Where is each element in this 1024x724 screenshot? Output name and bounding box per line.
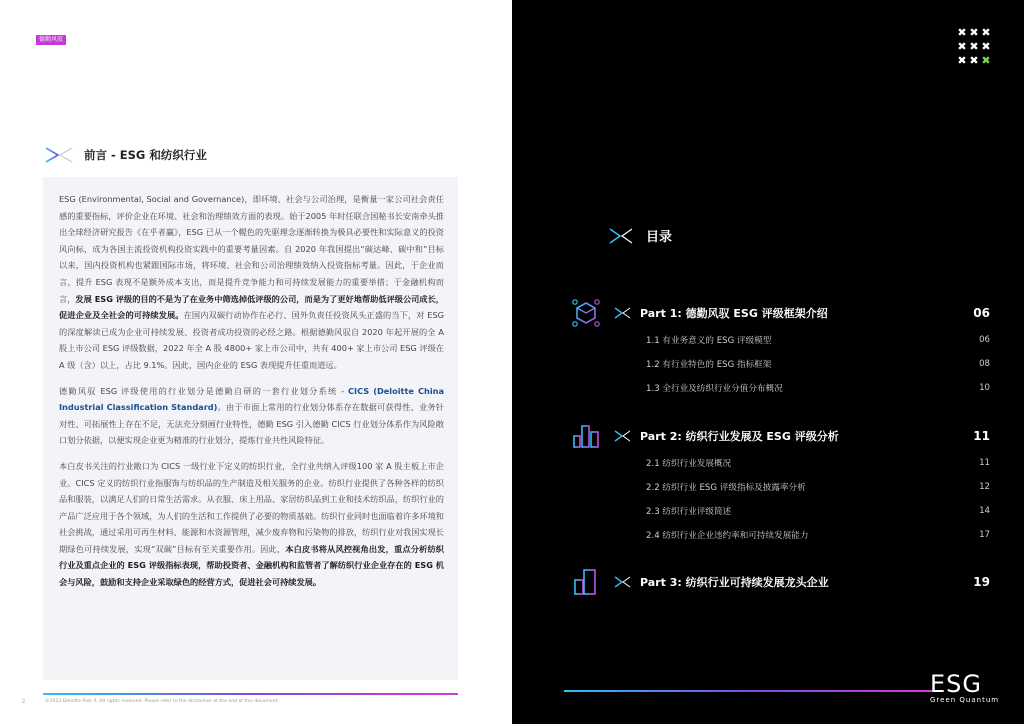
paragraph-text: 本白皮书关注的行业敞口为 CICS 一级行业下定义的纺织行业，全行业共纳入评级100 家 A 股主板上市企业。CICS 定义的纺织行业指服饰与纺织品的生产制造及相关服务的企业。纺织行业提供了各种各样的纺织品和服装，以满足人们的日常生活需求。从衣服、床上用品、家居纺织品到工业和技术纺织品，纺织行业的产品广泛应用于各个领域，为人们的生活和工作提供了必要的物质基础。纺织行业同时也面临着许多环境和社会挑战，通过采用可再生材料、能源和水资源管理，减少废弃物和污染物的排放，纺织行业对我国实现长期绿色可持续发展，实现“双碳”目标有至关重要作用。因此， (59, 460, 444, 554)
subitem-title: 2.2 纺织行业 ESG 评级指标及披露率分析 (646, 483, 806, 493)
double-chevron-icon (608, 227, 634, 245)
part-title: Part 1: 德勤风驭 ESG 评级框架介绍 (640, 307, 828, 320)
subitem-page: 11 (979, 458, 990, 468)
part-title: Part 3: 纺织行业可持续发展龙头企业 (640, 576, 829, 589)
part-title: Part 2: 纺织行业发展及 ESG 评级分析 (640, 430, 839, 443)
toc-subitem[interactable] (646, 352, 990, 376)
subitem-page: 10 (979, 383, 990, 393)
section-header (44, 145, 207, 165)
toc-subitem[interactable] (646, 328, 990, 352)
toc-part-2[interactable] (570, 421, 990, 547)
footer-divider (564, 690, 934, 692)
part-page: 06 (973, 306, 990, 320)
paragraph-text: 在国内双碳行动协作在必行、国外负责任投资风头正盛的当下，对 ESG 的深度解读已成为企业可持续发展、投资者成功投资的必经之路。根据德勤风驭自 2020 年起开展的全 A 股上市公司 ESG 评级数据，2022 年全 A 股 4800+ 家上市公司中，共有 400+ 家上市公司 ESG 评级在 A 级（含）以上，占比 9.1%。因此，国内企业的 ESG 表现提升任重而道远。 (59, 310, 444, 370)
subitem-page: 06 (979, 335, 990, 345)
subitem-page: 14 (979, 506, 990, 516)
toc-subitem[interactable] (646, 451, 990, 475)
subitem-page: 08 (979, 359, 990, 369)
x-pattern-icon: ✖ ✖ ✖ ✖ ✖ ✖ ✖ ✖ ✖ (957, 26, 991, 67)
buildings-icon (570, 567, 602, 597)
right-page (512, 0, 1024, 724)
intro-text-box (43, 177, 458, 680)
toc-header (608, 226, 672, 245)
esg-logo (930, 670, 1014, 704)
footer-divider (43, 693, 458, 695)
paragraph-text: 。由于市面上常用的行业划分体系存在数据可获得性、业务针对性、可拓展性上存在不足，无法充分刻画行业特性，德勤 ESG 引入德勤 CICS 行业划分体系作为风险敞口划分依据，以便实现企业更为精准的行业划分，提炼行业共性风险特征。 (59, 402, 444, 446)
subitem-page: 12 (979, 482, 990, 492)
logo-subtext: Green Quantum (930, 696, 1000, 704)
toc-subitem[interactable] (646, 376, 990, 400)
toc-subitem[interactable] (646, 523, 990, 547)
toc-part-1[interactable] (570, 298, 990, 400)
paragraph-bold-text: 本白皮书将从风控视角出发，重点分析纺织行业及重点企业的 ESG 评级指标表现，帮助投资者、金融机构和监管者了解纺织行业企业存在的 ESG 机会与风险，鼓励和支持企业采取绿色的经营方式，促进社会可持续发展。 (59, 543, 444, 588)
subitem-title: 1.1 有业务意义的 ESG 评级模型 (646, 336, 772, 346)
section-tag: 德勤风驭 (36, 35, 66, 45)
double-chevron-icon (44, 145, 74, 165)
toc-subitem[interactable] (646, 499, 990, 523)
network-cube-icon (570, 298, 602, 328)
toc-title: 目录 (646, 230, 673, 245)
part-page: 19 (973, 575, 990, 589)
logo-text: ESG (930, 670, 982, 698)
bar-chart-icon (570, 421, 602, 451)
page-number: 2 (22, 699, 26, 705)
paragraph-1 (59, 191, 444, 374)
paragraph-2 (59, 383, 444, 449)
subitem-page: 17 (979, 530, 990, 540)
subitem-title: 2.3 纺织行业评级简述 (646, 507, 732, 517)
paragraph-text: ESG (Environmental, Social and Governance)，即环境、社会与公司治理，是衡量一家公司社会责任感的重要指标，评价企业在环境、社会和治理绩效方面的表现。始于2005 年时任联合国秘书长安南牵头推出全球经济研究报告《在乎者赢》，ESG 已从一个幌色的先驱理念逐渐转换为极具必要性和实际意义的投资风向标，成为各国主流投资机构投资实践中的重要考量因素。自 2020 年我国提出“碳达峰、碳中和”目标以来，国内投资机构也紧跟国际市场，将环境、社会和公司治理绩效纳入投资指标考量。因此，于企业而言，提升 ESG 表现不是额外成本支出，而是提升竞争能力和可持续发展能力的重要举措；于金融机构而言， (59, 194, 444, 304)
part-page: 11 (973, 429, 990, 443)
toc-part-3[interactable] (570, 567, 990, 597)
paragraph-3 (59, 458, 444, 591)
section-title: 前言 - ESG 和纺织行业 (84, 148, 207, 162)
chevron-arrow-icon (614, 576, 631, 588)
chevron-arrow-icon (614, 430, 631, 442)
subitem-title: 1.2 有行业特色的 ESG 指标框架 (646, 360, 772, 370)
chevron-arrow-icon (614, 307, 631, 319)
subitem-title: 2.4 纺织行业企业违约率和可持续发展能力 (646, 531, 809, 541)
cics-highlight: CICS (Deloitte China Industrial Classification Standard) (59, 385, 444, 413)
toc-subitem[interactable] (646, 475, 990, 499)
copyright-footer: ©2023 Deloitte Risk X. All rights reserved. Please refer to the disclaimer at the end of this document. (45, 699, 279, 704)
paragraph-text: 德勤风驭 ESG 评级使用的行业划分是德勤自研的一套行业划分系统 - (59, 385, 349, 396)
paragraph-bold-text: 发展 ESG 评级的目的不是为了在业务中筛选掉低评级的公司，而是为了更好地帮助低评级公司成长，促进企业及全社会的可持续发展。 (59, 293, 444, 321)
subitem-title: 1.3 全行业及纺织行业分值分布概况 (646, 384, 783, 394)
subitem-title: 2.1 纺织行业发展概况 (646, 459, 732, 469)
